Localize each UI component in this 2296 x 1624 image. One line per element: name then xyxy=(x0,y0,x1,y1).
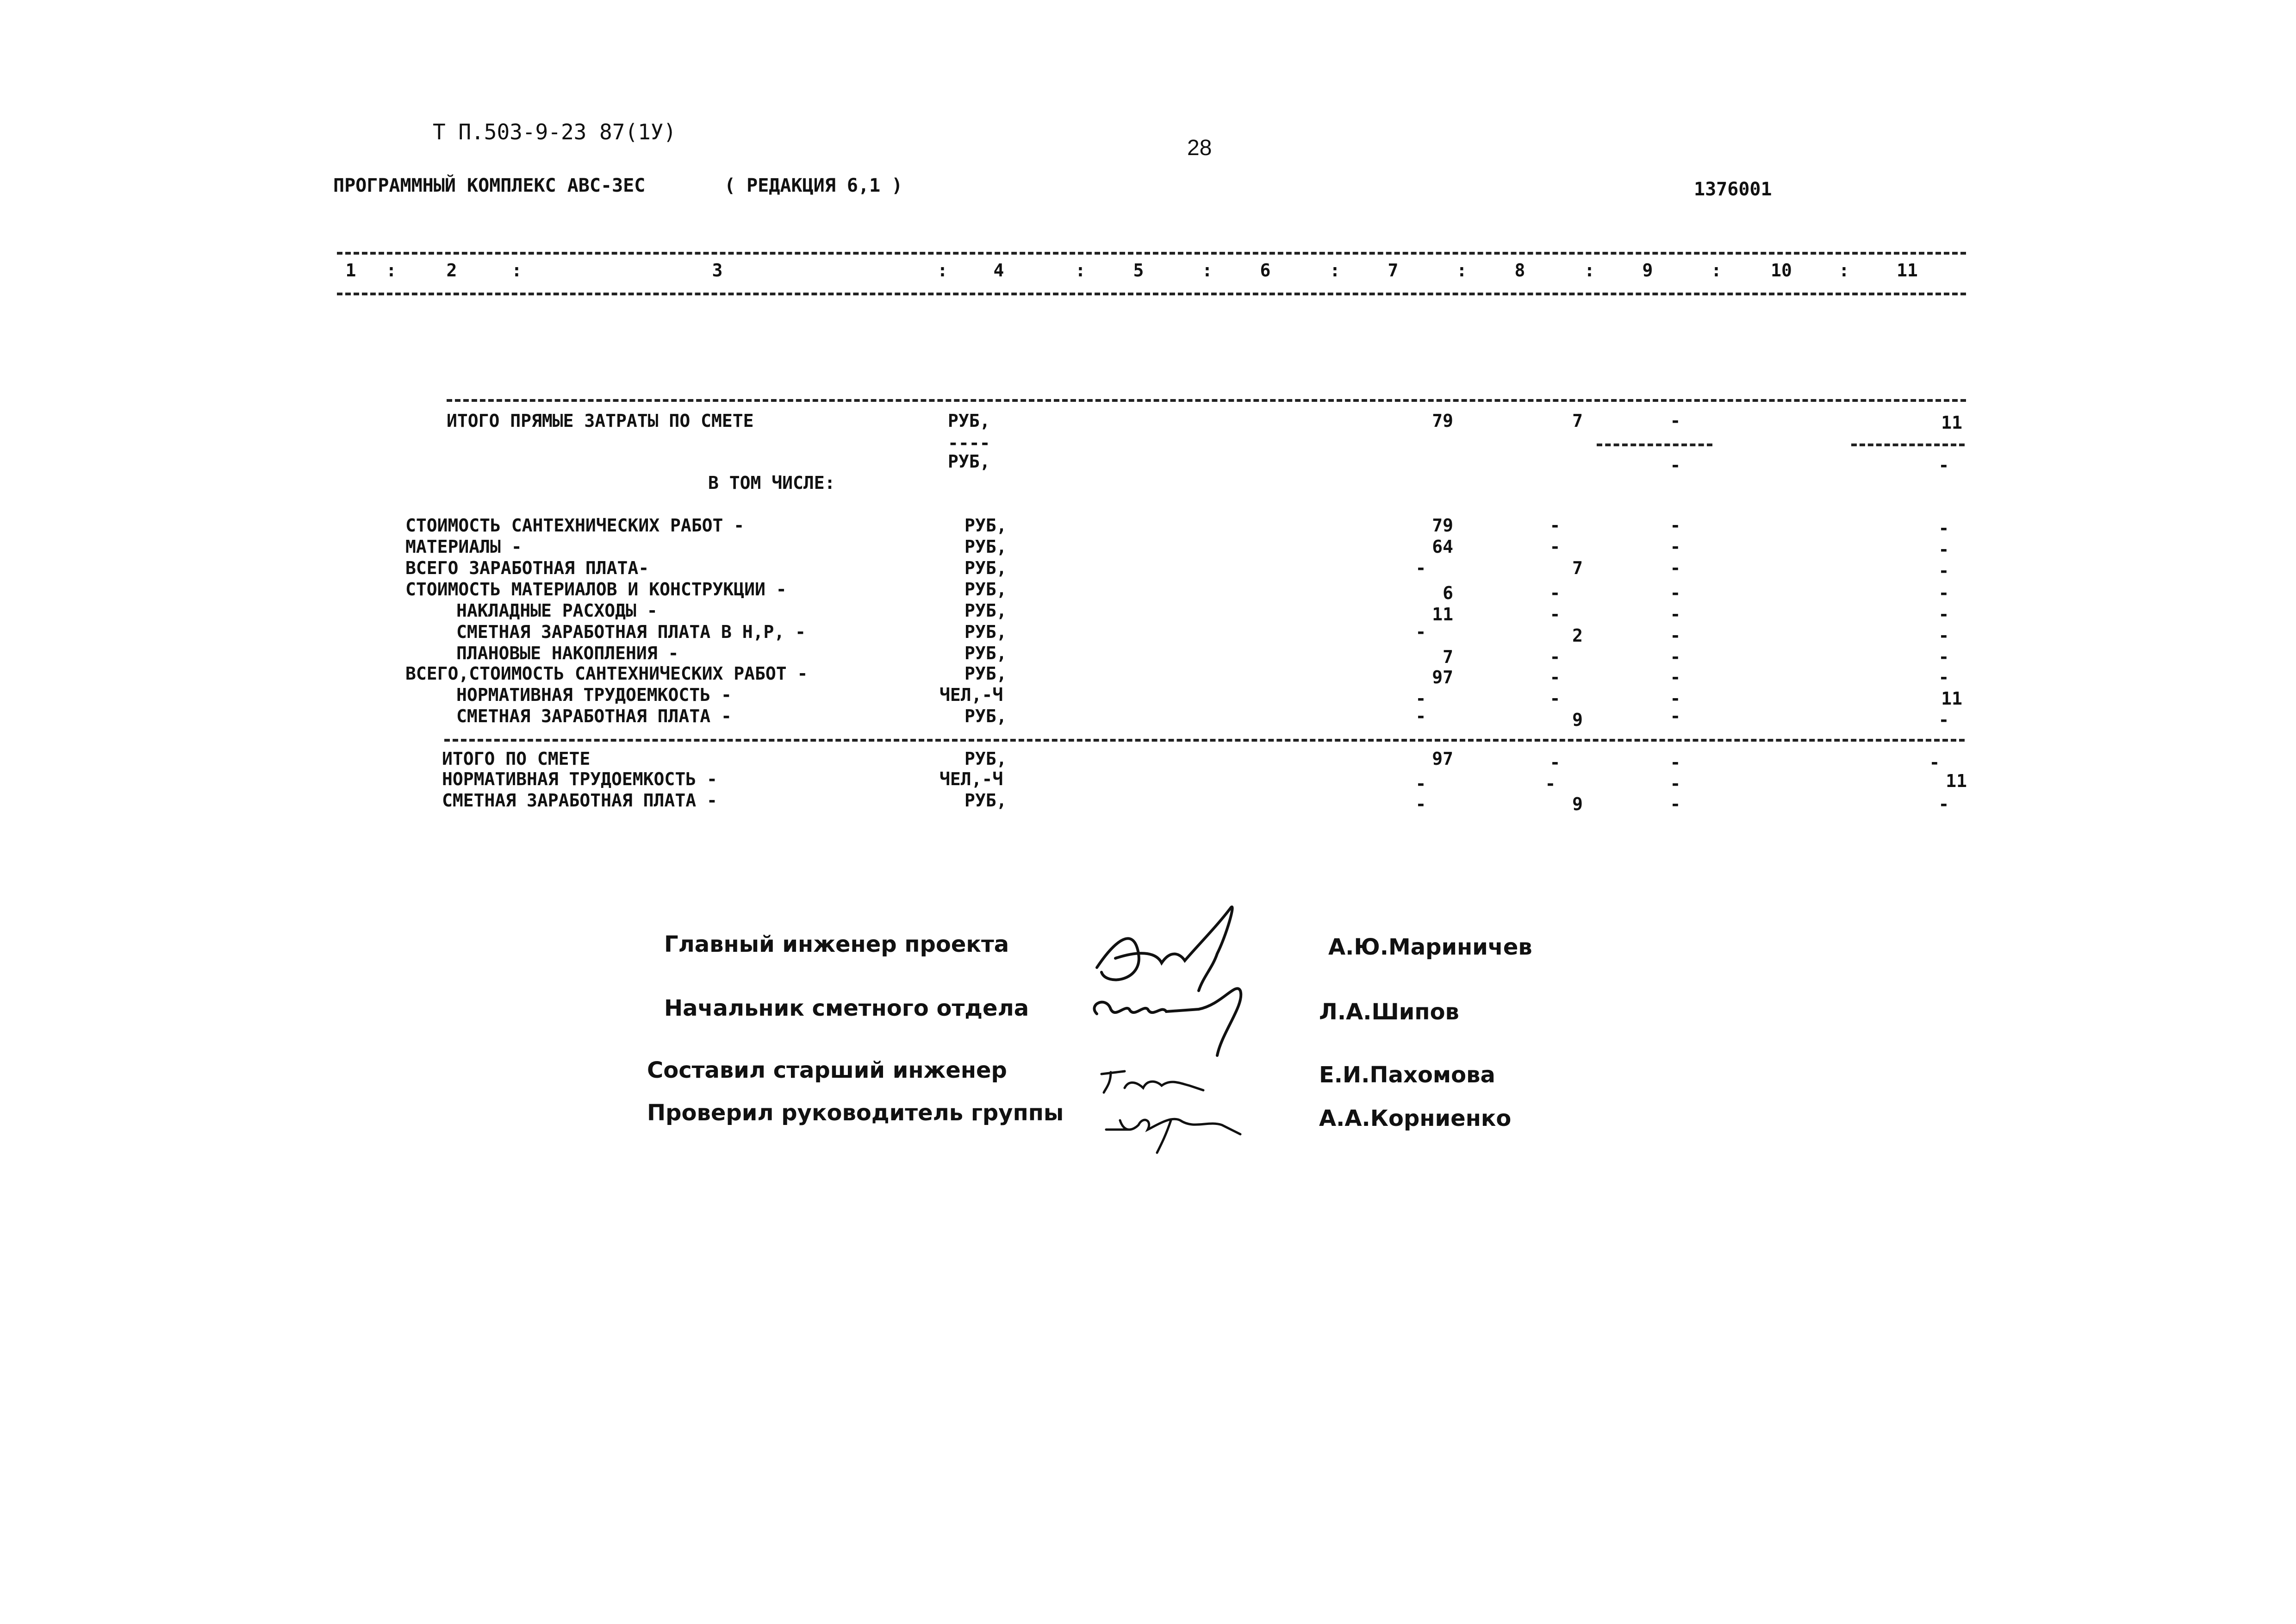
row-label: НОРМАТИВНАЯ ТРУДОЕМКОСТЬ - xyxy=(456,685,732,705)
cell-col7: 97 xyxy=(1432,667,1453,687)
signature-scribble-2 xyxy=(1088,977,1273,1069)
cell-col8: 9 xyxy=(1572,710,1583,730)
cell-col9: - xyxy=(1670,604,1681,625)
cell-col9: - xyxy=(1670,774,1681,794)
row-unit: РУБ, xyxy=(964,790,1007,811)
row-label: ВСЕГО ЗАРАБОТНАЯ ПЛАТА- xyxy=(405,558,649,578)
row-unit: РУБ, xyxy=(964,706,1007,726)
row-unit: РУБ, xyxy=(964,643,1007,663)
cell-col8: - xyxy=(1549,583,1561,603)
cell-col11: 11 xyxy=(1941,688,1962,709)
cell-col11: - xyxy=(1938,667,1949,687)
row-label: СТОИМОСТЬ МАТЕРИАЛОВ И КОНСТРУКЦИИ - xyxy=(405,579,787,600)
col-num-8: 8 xyxy=(1514,260,1525,281)
row-unit: ЧЕЛ,-Ч xyxy=(940,685,1003,705)
signature-scribble-4 xyxy=(1101,1102,1268,1157)
header-top-rule xyxy=(337,252,1966,255)
unit-underline: ---- xyxy=(948,433,990,453)
row-label: ИТОГО ПРЯМЫЕ ЗАТРАТЫ ПО СМЕТЕ xyxy=(447,411,754,431)
row-label: СМЕТНАЯ ЗАРАБОТНАЯ ПЛАТА - xyxy=(442,790,717,811)
col-separator: : xyxy=(1839,260,1849,281)
cell-col11: - xyxy=(1938,710,1949,730)
row-unit: РУБ, xyxy=(964,622,1007,642)
row-label: МАТЕРИАЛЫ - xyxy=(405,537,522,557)
col-num-10: 10 xyxy=(1771,260,1792,281)
col-separator: : xyxy=(1584,260,1595,281)
cell-col7: 64 xyxy=(1432,537,1453,557)
page-number: 28 xyxy=(1187,136,1212,160)
document-id: 1376001 xyxy=(1694,179,1772,200)
cell-col9: - xyxy=(1670,667,1681,687)
cell-col11: - xyxy=(1938,625,1949,646)
col-separator: : xyxy=(511,260,522,281)
cell-col11: 11 xyxy=(1941,412,1962,433)
final-top-rule xyxy=(444,739,1965,742)
row-unit: РУБ, xyxy=(964,515,1007,536)
cell-col7: - xyxy=(1415,688,1426,709)
cell-col11: - xyxy=(1938,604,1949,625)
signature-name: А.А.Корниенко xyxy=(1319,1106,1512,1131)
row-label: ИТОГО ПО СМЕТЕ xyxy=(442,749,591,769)
program-name: ПРОГРАММНЫЙ КОМПЛЕКС АВС-3ЕС xyxy=(333,175,646,196)
row-unit: РУБ, xyxy=(964,663,1007,684)
cell-col9: - xyxy=(1670,558,1681,578)
signature-scribble-3 xyxy=(1097,1065,1263,1102)
row-unit: РУБ, xyxy=(964,537,1007,557)
row-unit: РУБ, xyxy=(964,600,1007,621)
signature-name: Е.И.Пахомова xyxy=(1319,1062,1495,1088)
cell-col9: - xyxy=(1670,411,1681,431)
row-unit: РУБ, xyxy=(948,411,990,431)
col-num-5: 5 xyxy=(1133,260,1144,281)
cell-col11: - xyxy=(1938,583,1949,603)
cell-col8: - xyxy=(1549,667,1561,687)
col-separator: : xyxy=(386,260,397,281)
row-label: СМЕТНАЯ ЗАРАБОТНАЯ ПЛАТА В Н,Р, - xyxy=(456,622,806,642)
cell-col8: - xyxy=(1549,752,1561,773)
cell-col11: - xyxy=(1938,647,1949,667)
cell-col8: - xyxy=(1549,688,1561,709)
col-separator: : xyxy=(1202,260,1213,281)
cell-col8: - xyxy=(1545,774,1556,794)
cell-col9: - xyxy=(1670,688,1681,709)
cell-col9: - xyxy=(1670,647,1681,667)
cell-col7: - xyxy=(1415,794,1426,814)
col-separator: : xyxy=(1330,260,1340,281)
signature-role: Составил старший инженер xyxy=(647,1057,1007,1083)
col11-rule xyxy=(1851,443,1965,446)
cell-col9: - xyxy=(1670,515,1681,536)
col-num-3: 3 xyxy=(712,260,723,281)
cell-col7: 79 xyxy=(1432,515,1453,536)
col-separator: : xyxy=(937,260,948,281)
col-num-6: 6 xyxy=(1260,260,1271,281)
row-label: ВСЕГО,СТОИМОСТЬ САНТЕХНИЧЕСКИХ РАБОТ - xyxy=(405,663,808,684)
col-num-11: 11 xyxy=(1897,260,1918,281)
cell-col11: - xyxy=(1929,752,1940,773)
cell-col8: 9 xyxy=(1572,794,1583,814)
cell-col8: - xyxy=(1549,537,1561,557)
cell-col7: 11 xyxy=(1432,604,1453,625)
totals-top-rule xyxy=(447,399,1966,402)
col-num-9: 9 xyxy=(1642,260,1653,281)
col-num-4: 4 xyxy=(993,260,1004,281)
col-num-2: 2 xyxy=(446,260,457,281)
cell-col11: - xyxy=(1938,518,1949,538)
signature-role: Проверил руководитель группы xyxy=(647,1100,1064,1126)
signature-role: Начальник сметного отдела xyxy=(664,995,1029,1021)
cell-col11: - xyxy=(1938,561,1949,581)
col-separator: : xyxy=(1456,260,1467,281)
cell-col7: - xyxy=(1415,774,1426,794)
row-label: СМЕТНАЯ ЗАРАБОТНАЯ ПЛАТА - xyxy=(456,706,732,726)
cell-col7: 79 xyxy=(1432,411,1453,431)
cell-col9: - xyxy=(1670,583,1681,603)
cell-col11: - xyxy=(1938,455,1949,475)
col-separator: : xyxy=(1075,260,1086,281)
cell-col9: - xyxy=(1670,752,1681,773)
cell-col7: - xyxy=(1415,558,1426,578)
cell-col9: - xyxy=(1670,794,1681,814)
cell-col7: 6 xyxy=(1443,583,1453,603)
document-code: Т П.503-9-23 87(1У) xyxy=(433,119,677,144)
col-num-1: 1 xyxy=(345,260,356,281)
cell-col9: - xyxy=(1670,706,1681,726)
cell-col7: - xyxy=(1415,622,1426,642)
cell-col8: 2 xyxy=(1572,625,1583,646)
cell-col9: - xyxy=(1670,455,1681,475)
row-label: ПЛАНОВЫЕ НАКОПЛЕНИЯ - xyxy=(456,643,679,663)
col-separator: : xyxy=(1711,260,1722,281)
row-unit: РУБ, xyxy=(964,579,1007,600)
cell-col7: - xyxy=(1415,706,1426,726)
row-unit: ЧЕЛ,-Ч xyxy=(940,769,1003,789)
row-unit: РУБ, xyxy=(948,451,990,472)
row-label: СТОИМОСТЬ САНТЕХНИЧЕСКИХ РАБОТ - xyxy=(405,515,745,536)
cell-col8: - xyxy=(1549,647,1561,667)
col-num-7: 7 xyxy=(1388,260,1399,281)
cell-col9: - xyxy=(1670,537,1681,557)
cell-col11: 11 xyxy=(1946,771,1967,791)
cell-col11: - xyxy=(1938,794,1949,814)
row-label: НОРМАТИВНАЯ ТРУДОЕМКОСТЬ - xyxy=(442,769,717,789)
cell-col7: 97 xyxy=(1432,749,1453,769)
col9-rule xyxy=(1597,443,1712,446)
cell-col11: - xyxy=(1938,539,1949,560)
cell-col8: 7 xyxy=(1572,558,1583,578)
cell-col8: - xyxy=(1549,604,1561,625)
cell-col9: - xyxy=(1670,625,1681,646)
row-label: НАКЛАДНЫЕ РАСХОДЫ - xyxy=(456,600,658,621)
cell-col8: 7 xyxy=(1572,411,1583,431)
row-unit: РУБ, xyxy=(964,558,1007,578)
header-bottom-rule xyxy=(337,293,1966,295)
cell-col7: 7 xyxy=(1443,647,1453,667)
including-label: В ТОМ ЧИСЛЕ: xyxy=(708,473,835,493)
signature-name: Л.А.Шипов xyxy=(1319,999,1459,1025)
signature-name: А.Ю.Мариничев xyxy=(1328,934,1532,960)
row-unit: РУБ, xyxy=(964,749,1007,769)
edition: ( РЕДАКЦИЯ 6,1 ) xyxy=(724,175,903,196)
signature-role: Главный инженер проекта xyxy=(664,931,1009,957)
cell-col8: - xyxy=(1549,515,1561,536)
